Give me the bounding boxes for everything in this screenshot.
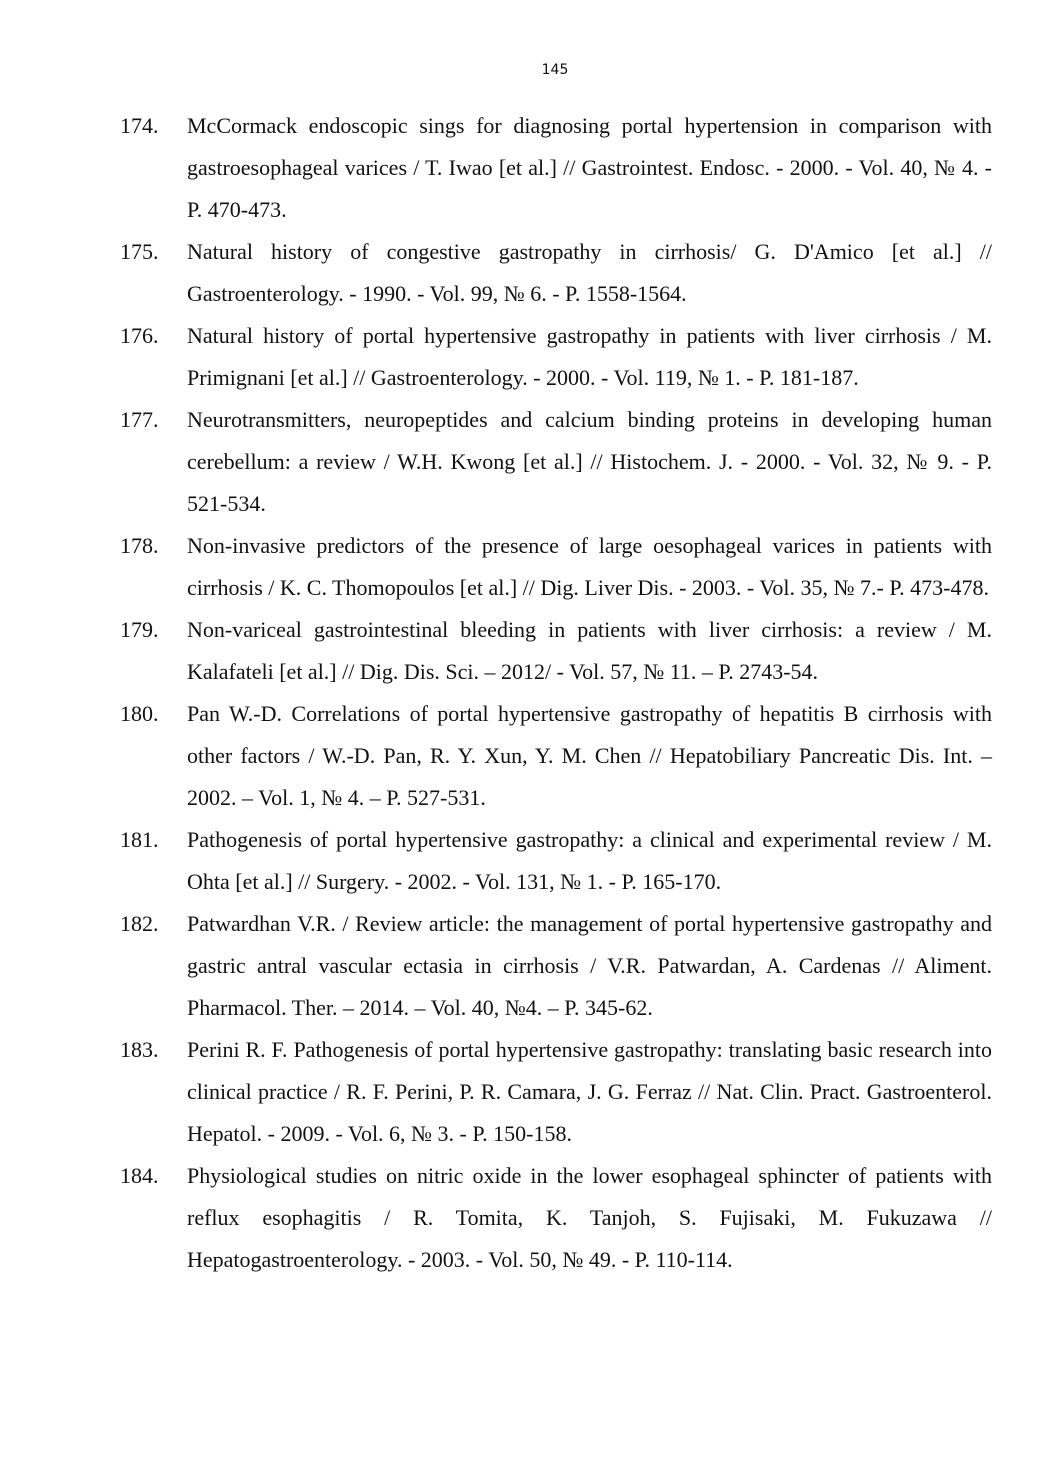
reference-item	[120, 1029, 992, 1155]
reference-text: Perini R. F. Pathogenesis of portal hypertensive gastropathy: translating basic research into clinical practice / R. F. Perini, P. R. Camara, J. G. Ferraz // Nat. Clin. Pract. Gastroenterol. Hepatol. - 2009. - Vol. 6, № 3. - P. 150-158.	[187, 1037, 992, 1146]
reference-text: Physiological studies on nitric oxide in the lower esophageal sphincter of patients with reflux esophagitis / R. Tomita, K. Tanjoh, S. Fujisaki, M. Fukuzawa // Hepatogastroenterology. - 2003. - Vol. 50, № 49. - P. 110-114.	[187, 1163, 992, 1272]
reference-number: 180.	[120, 701, 159, 726]
reference-text: Neurotransmitters, neuropeptides and calcium binding proteins in developing human cerebellum: a review / W.H. Kwong [et al.] // Histochem. J. - 2000. - Vol. 32, № 9. - P. 521-534.	[187, 407, 992, 516]
reference-text: Non-variceal gastrointestinal bleeding in patients with liver cirrhosis: a review / M. Kalafateli [et al.] // Dig. Dis. Sci. – 2012/ - Vol. 57, № 11. – P. 2743-54.	[187, 617, 992, 684]
reference-text: Non-invasive predictors of the presence of large oesophageal varices in patients with cirrhosis / K. C. Thomopoulos [et al.] // Dig. Liver Dis. - 2003. - Vol. 35, № 7.- P. 473-478.	[187, 533, 992, 600]
reference-number: 184.	[120, 1163, 159, 1188]
reference-item	[120, 693, 992, 819]
reference-item	[120, 399, 992, 525]
reference-item	[120, 903, 992, 1029]
reference-number: 174.	[120, 113, 159, 138]
reference-number: 176.	[120, 323, 159, 348]
reference-number: 182.	[120, 911, 159, 936]
reference-number: 179.	[120, 617, 159, 642]
reference-text: Natural history of portal hypertensive gastropathy in patients with liver cirrhosis / M. Primignani [et al.] // Gastroenterology. - 2000. - Vol. 119, № 1. - P. 181-187.	[187, 323, 992, 390]
reference-number: 181.	[120, 827, 159, 852]
reference-number: 178.	[120, 533, 159, 558]
reference-list	[120, 105, 992, 1281]
reference-text: Pathogenesis of portal hypertensive gastropathy: a clinical and experimental review / M. Ohta [et al.] // Surgery. - 2002. - Vol. 131, № 1. - P. 165-170.	[187, 827, 992, 894]
reference-number: 175.	[120, 239, 159, 264]
reference-text: Pan W.-D. Correlations of portal hypertensive gastropathy of hepatitis B cirrhosis with other factors / W.-D. Pan, R. Y. Xun, Y. M. Chen // Hepatobiliary Pancreatic Dis. Int. – 2002. – Vol. 1, № 4. – P. 527-531.	[187, 701, 992, 810]
reference-item	[120, 1155, 992, 1281]
reference-number: 183.	[120, 1037, 159, 1062]
reference-item	[120, 819, 992, 903]
reference-text: Natural history of congestive gastropathy in cirrhosis/ G. D'Amico [et al.] // Gastroenterology. - 1990. - Vol. 99, № 6. - P. 1558-1564.	[187, 239, 992, 306]
reference-item	[120, 231, 992, 315]
reference-item	[120, 315, 992, 399]
reference-item	[120, 105, 992, 231]
reference-number: 177.	[120, 407, 159, 432]
reference-item	[120, 525, 992, 609]
page-number: 145	[541, 62, 569, 78]
reference-item	[120, 609, 992, 693]
reference-text: McCormack endoscopic sings for diagnosing portal hypertension in comparison with gastroesophageal varices / T. Iwao [et al.] // Gastrointest. Endosc. - 2000. - Vol. 40, № 4. - P. 470-473.	[187, 113, 992, 222]
reference-text: Patwardhan V.R. / Review article: the management of portal hypertensive gastropathy and gastric antral vascular ectasia in cirrhosis / V.R. Patwardan, A. Cardenas // Aliment. Pharmacol. Ther. – 2014. – Vol. 40, №4. – P. 345-62.	[187, 911, 992, 1020]
